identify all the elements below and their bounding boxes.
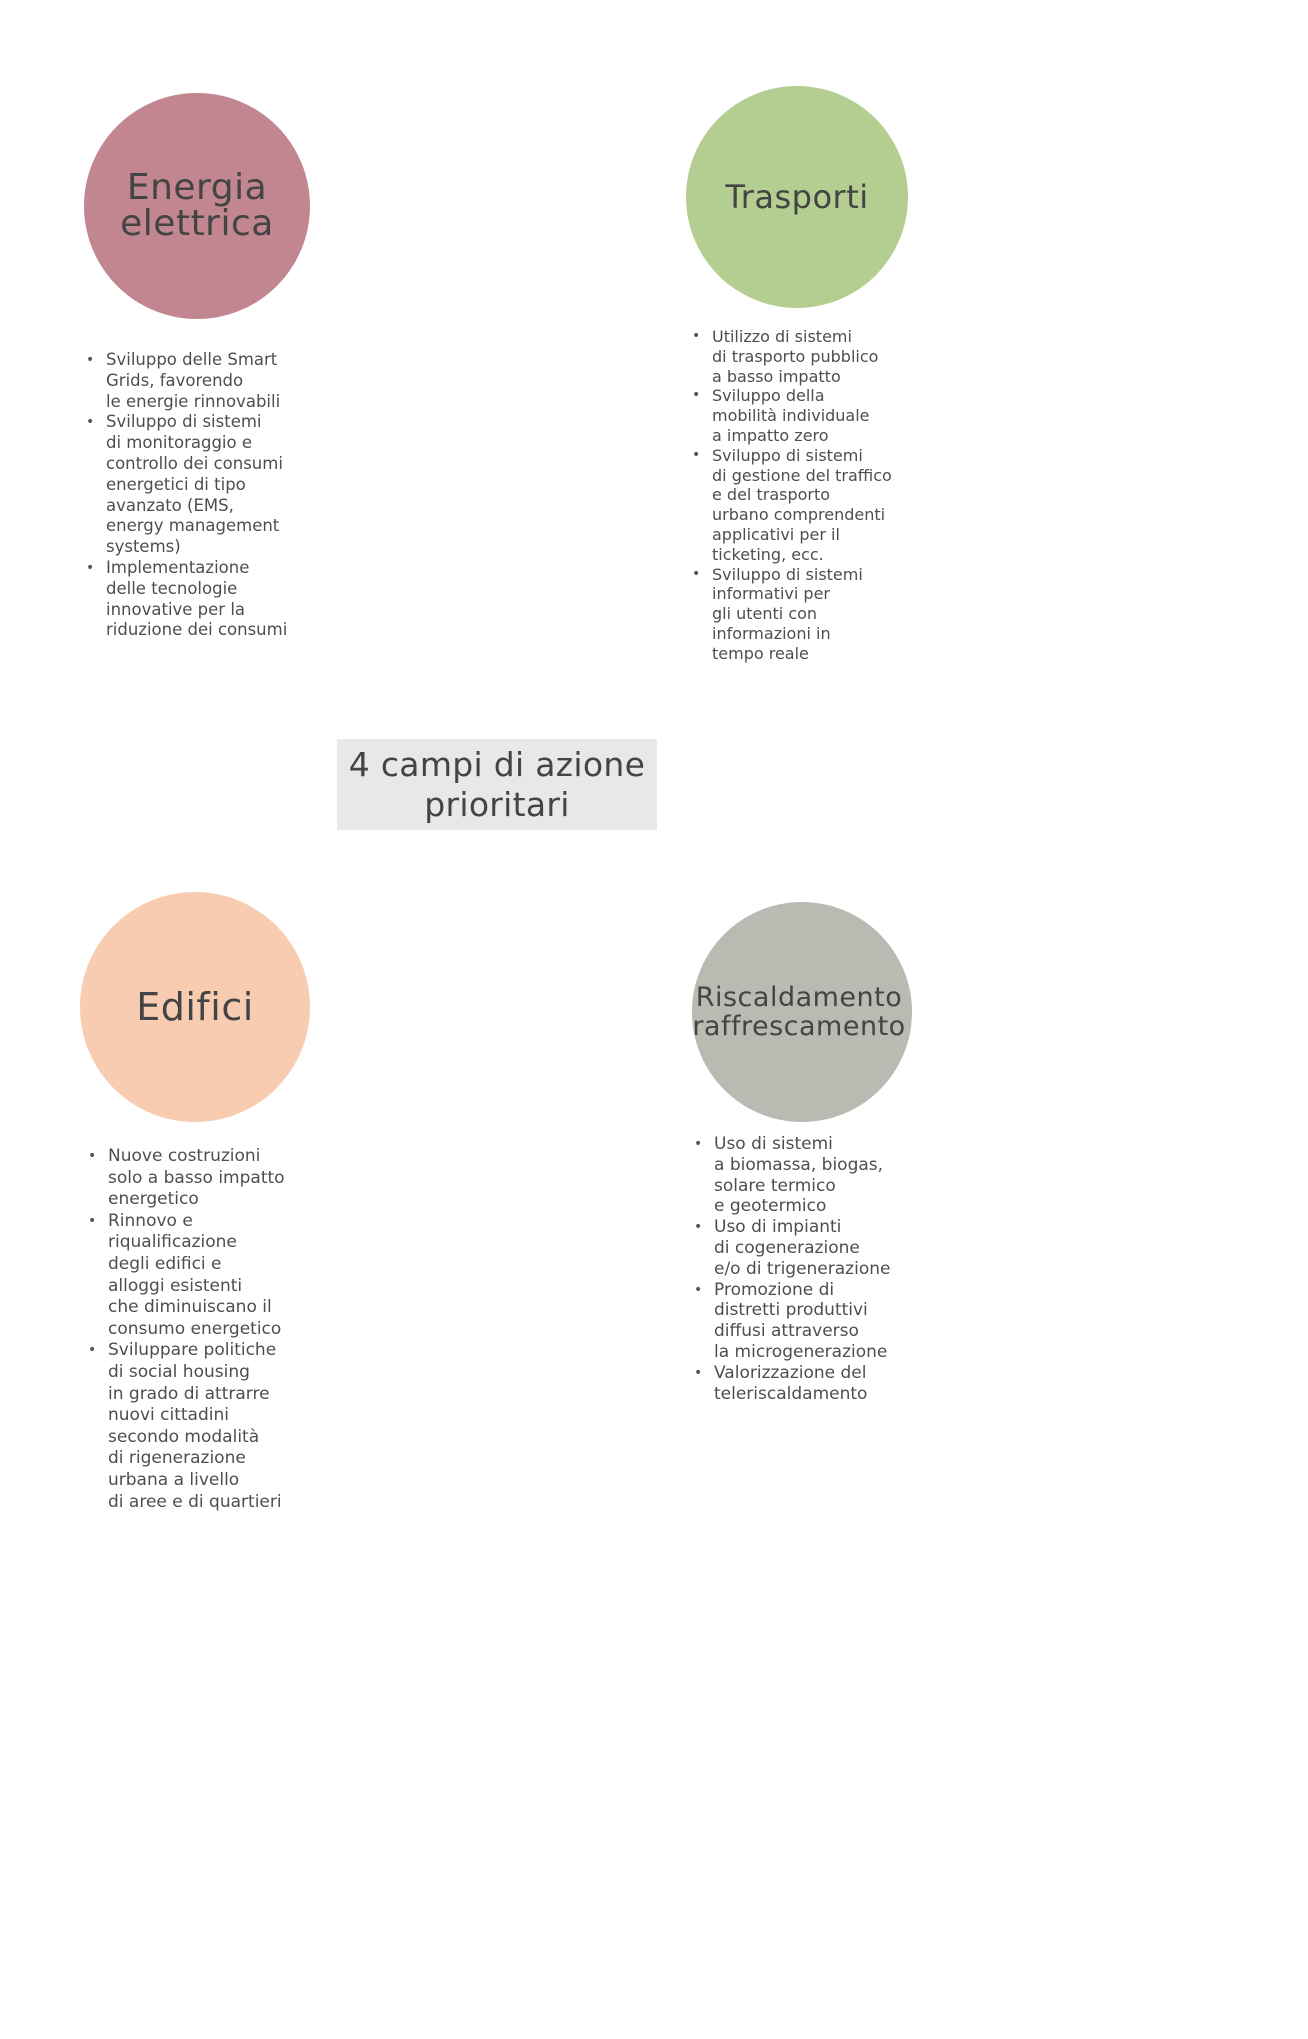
list-item: • Sviluppo di sistemi di monitoraggio e controllo dei consumi energetici di tipo avanzato (EMS, energy management systems) [84,412,324,558]
list-item: • Sviluppare politiche di social housing in grado di attrarre nuovi cittadini secondo modalità di rigenerazione urbana a livello di aree e di quartieri [86,1340,326,1513]
list-item: • Utilizzo di sistemi di trasporto pubblico a basso impatto [690,327,930,386]
list-item: • Promozione di distretti produttivi diffusi attraverso la microgenerazione [692,1280,932,1363]
list-item: • Uso di sistemi a biomassa, biogas, solare termico e geotermico [692,1134,932,1217]
circle-title-riscaldamento: Riscaldamento raffrescamento [692,982,906,1042]
circle-trasporti [686,86,908,308]
circle-edifici [80,892,310,1122]
list-item: • Nuove costruzioni solo a basso impatto energetico [86,1146,326,1211]
list-item: • Sviluppo delle Smart Grids, favorendo le energie rinnovabili [84,350,324,412]
list-item: • Sviluppo di sistemi informativi per gli utenti con informazioni in tempo reale [690,565,930,664]
list-item: • Implementazione delle tecnologie innovative per la riduzione dei consumi [84,558,324,641]
bullet-list-energia [84,350,324,641]
center-title: 4 campi di azione prioritari [348,744,646,824]
bullet-list-edifici [86,1146,326,1513]
list-item: • Uso di impianti di cogenerazione e/o di trigenerazione [692,1217,932,1279]
list-item: • Sviluppo di sistemi di gestione del traffico e del trasporto urbano comprendenti applicativi per il ticketing, ecc. [690,446,930,565]
circle-title-energia: Energia elettrica [120,167,274,244]
bullet-list-trasporti [690,327,930,664]
bullet-list-riscaldamento [692,1134,932,1404]
list-item: • Valorizzazione del teleriscaldamento [692,1363,932,1405]
circle-energia-elettrica [84,93,310,319]
list-item: • Rinnovo e riqualificazione degli edifici e alloggi esistenti che diminuiscano il consumo energetico [86,1211,326,1341]
center-title-box [337,739,657,830]
circle-riscaldamento-raffrescamento [692,902,912,1122]
list-item: • Sviluppo della mobilità individuale a impatto zero [690,386,930,445]
circle-title-trasporti: Trasporti [725,178,869,216]
circle-title-edifici: Edifici [136,985,254,1029]
